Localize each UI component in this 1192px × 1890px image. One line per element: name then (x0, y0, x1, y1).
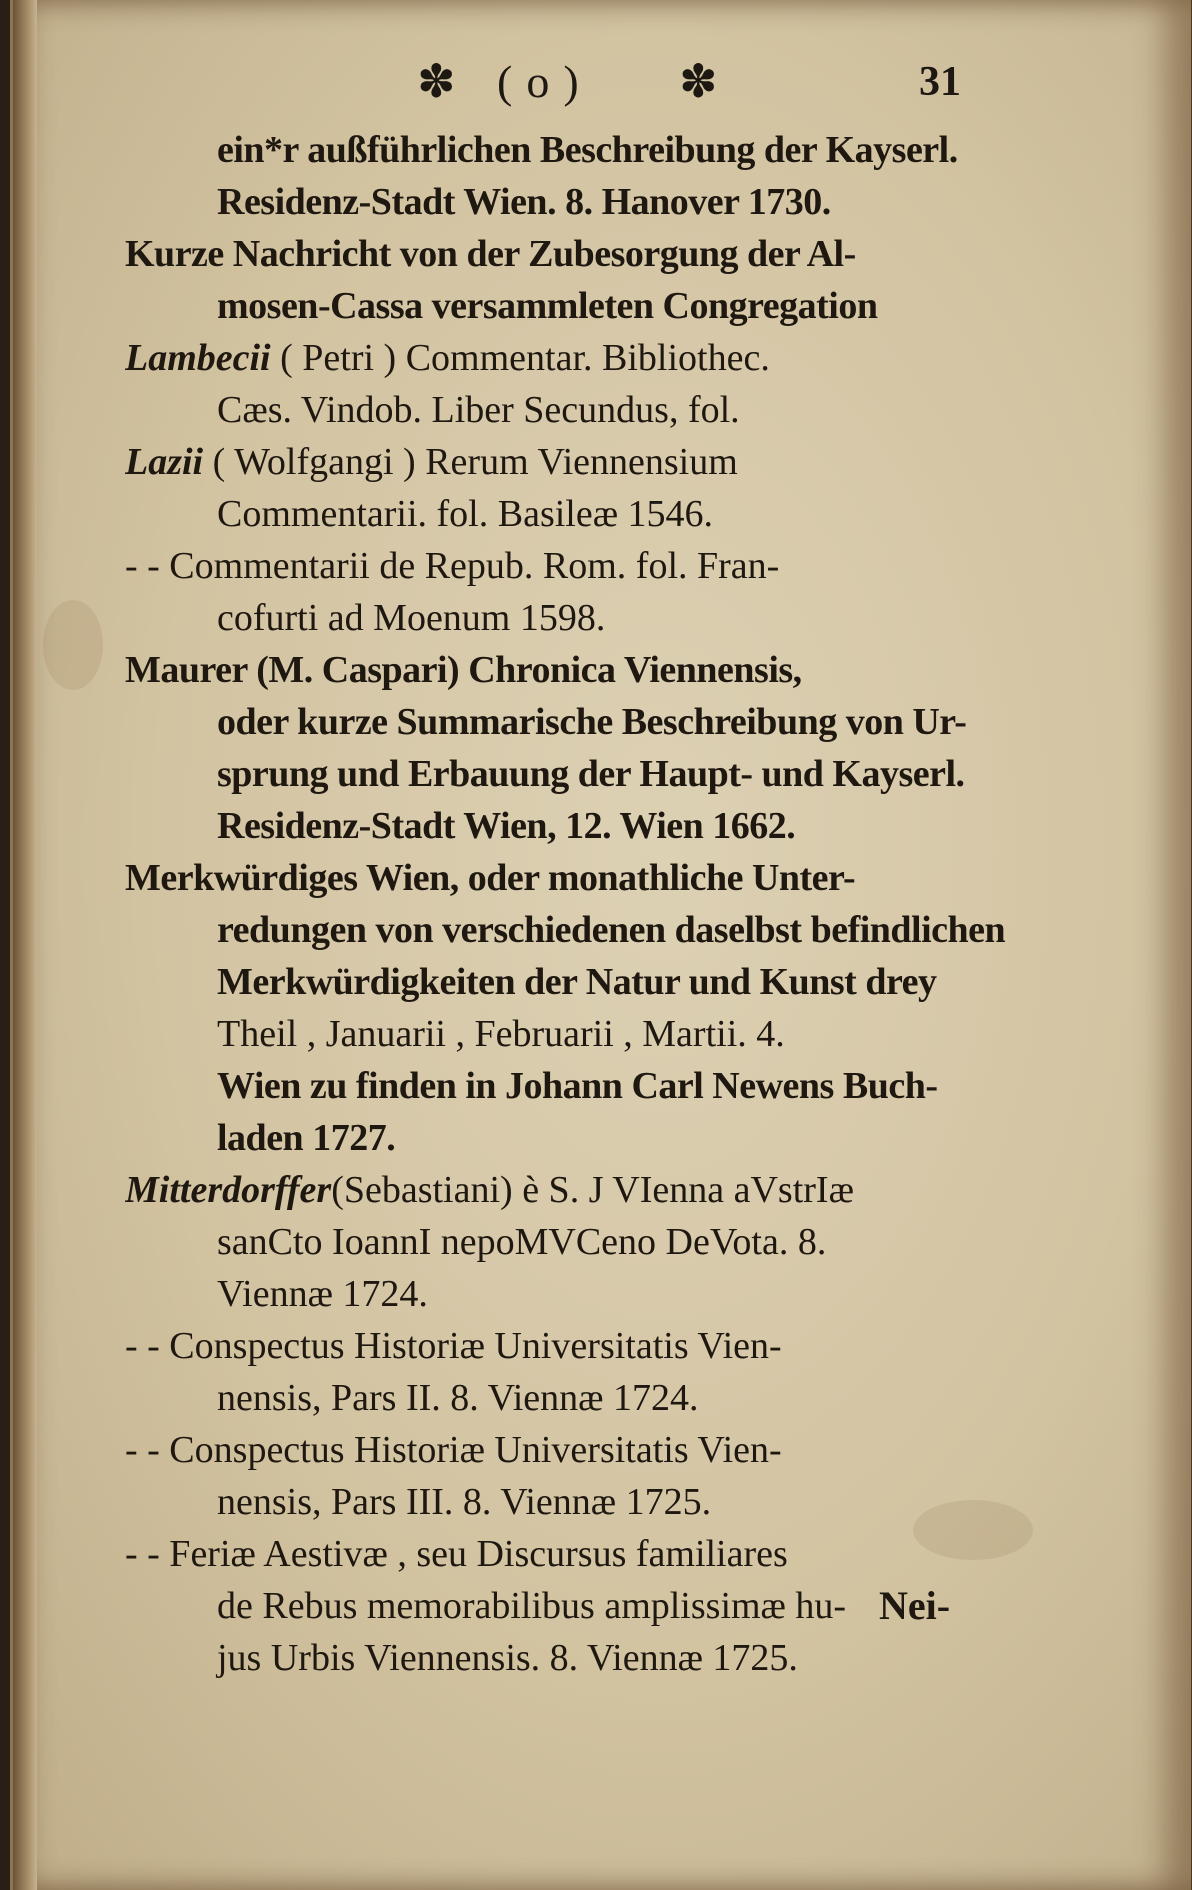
text-line: Maurer (M. Caspari) Chronica Viennensis, (125, 649, 802, 691)
ornament-right-icon: ✽ (679, 56, 718, 107)
page-gutter (13, 0, 37, 1890)
signature-mark: (o) (497, 56, 593, 107)
text-line: Mitterdorffer(Sebastiani) è S. J VIenna aVstrIæ (125, 1169, 854, 1211)
text-line: ein*r außführlichen Beschreibung der Kayserl. (217, 129, 958, 171)
author-name: Mitterdorffer (125, 1169, 332, 1211)
text-line: Residenz-Stadt Wien. 8. Hanover 1730. (217, 181, 831, 223)
text-line: Lambecii ( Petri ) Commentar. Bibliothec. (125, 337, 770, 379)
text-line: cofurti ad Moenum 1598. (217, 597, 606, 639)
text-line: jus Urbis Viennensis. 8. Viennæ 1725. (217, 1637, 798, 1679)
text-line: - - Conspectus Historiæ Universitatis Vien- (125, 1429, 782, 1471)
text-line: sprung und Erbauung der Haupt- und Kayserl. (217, 753, 965, 795)
ornament-left-icon: ✽ (417, 56, 456, 107)
text-line: - - Conspectus Historiæ Universitatis Vien- (125, 1325, 782, 1367)
text-line: mosen-Cassa versammleten Congregation (217, 285, 878, 327)
text-line: - - Feriæ Aestivæ , seu Discursus familiares (125, 1533, 788, 1575)
text-line: Commentarii. fol. Basileæ 1546. (217, 493, 714, 535)
text-line: oder kurze Summarische Beschreibung von Ur- (217, 701, 967, 743)
text-line: Kurze Nachricht von der Zubesorgung der Al- (125, 233, 856, 275)
text-line: sanCto IoannI nepoMVCeno DeVota. 8. (217, 1221, 827, 1263)
text-line: Theil , Januarii , Februarii , Martii. 4. (217, 1013, 785, 1055)
page-header (417, 52, 977, 112)
text-line: redungen von verschiedenen daselbst befindlichen (217, 909, 1006, 951)
text-line: Viennæ 1724. (217, 1273, 428, 1315)
text-line: nensis, Pars III. 8. Viennæ 1725. (217, 1481, 712, 1523)
text-line: Merkwürdigkeiten der Natur und Kunst drey (217, 961, 937, 1003)
catchword: Nei- (879, 1583, 951, 1628)
text-line: Wien zu finden in Johann Carl Newens Buch- (217, 1065, 938, 1107)
text-line: nensis, Pars II. 8. Viennæ 1724. (217, 1377, 699, 1419)
book-page (10, 0, 1192, 1890)
author-name: Lazii (125, 441, 204, 483)
text-line: Cæs. Vindob. Liber Secundus, fol. (217, 389, 740, 431)
text-line: laden 1727. (217, 1117, 396, 1159)
text-line: Lazii ( Wolfgangi ) Rerum Viennensium (125, 441, 738, 483)
paper-stain (43, 600, 103, 690)
bibliography-text (125, 124, 1025, 1684)
text-line: - - Commentarii de Repub. Rom. fol. Fran- (125, 545, 780, 587)
text-line: Merkwürdiges Wien, oder monathliche Unter- (125, 857, 856, 899)
author-name: Lambecii (125, 337, 271, 379)
text-line: de Rebus memorabilibus amplissimæ hu- (217, 1585, 847, 1627)
text-line: Residenz-Stadt Wien, 12. Wien 1662. (217, 805, 796, 847)
page-number: 31 (919, 59, 961, 105)
